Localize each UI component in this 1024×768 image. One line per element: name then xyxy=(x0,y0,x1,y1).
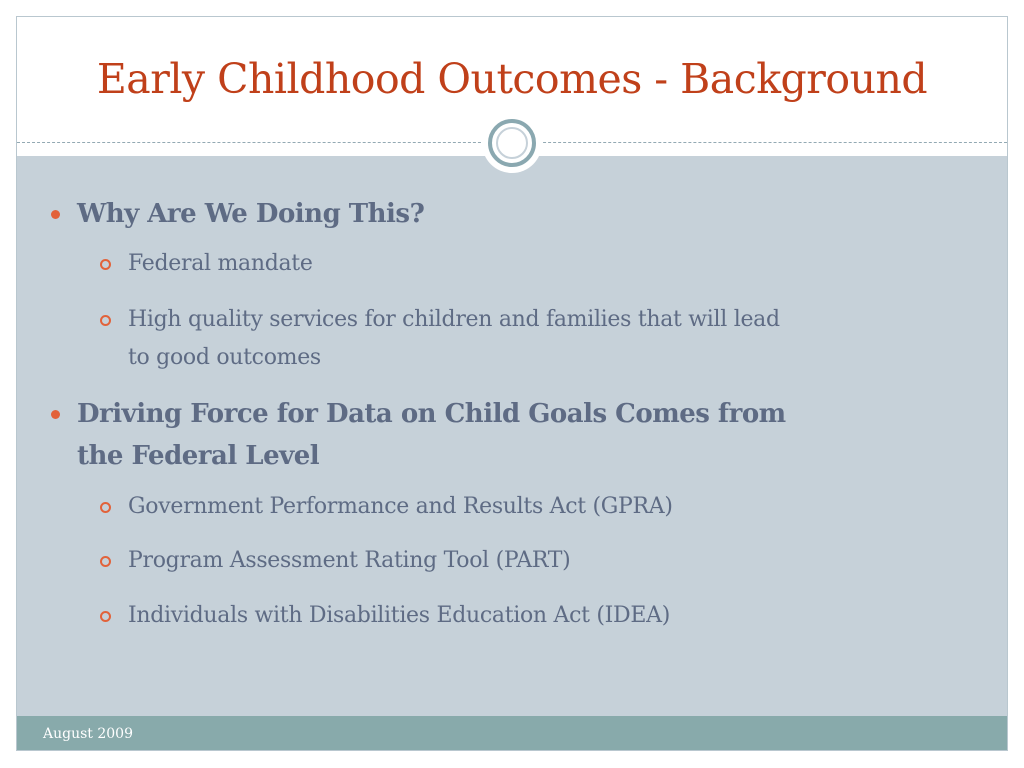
sub-bullet-text: Government Performance and Results Act (GPRA) xyxy=(128,494,673,519)
sub-bullet xyxy=(128,542,968,580)
sub-bullet-ring-icon xyxy=(100,611,111,622)
sub-bullet xyxy=(128,597,968,635)
bullet-text: Driving Force for Data on Child Goals Comes from xyxy=(77,399,786,429)
bullet-dot-icon xyxy=(51,410,60,419)
content-area xyxy=(17,156,1007,716)
sub-bullet-ring-icon xyxy=(100,556,111,567)
sub-bullet xyxy=(128,488,968,526)
slide xyxy=(16,16,1008,751)
divider-ring-icon xyxy=(482,113,542,173)
sub-bullet-continuation xyxy=(128,339,968,377)
sub-bullet-text: Federal mandate xyxy=(128,251,313,276)
ring-inner xyxy=(488,119,536,167)
sub-bullet xyxy=(128,245,968,283)
slide-title: Early Childhood Outcomes - Background xyxy=(96,55,928,103)
sub-bullet-ring-icon xyxy=(100,315,111,326)
sub-bullet-ring-icon xyxy=(100,502,111,513)
bullet-text: Why Are We Doing This? xyxy=(77,199,425,229)
sub-bullet-text: to good outcomes xyxy=(128,345,321,370)
sub-bullet-ring-icon xyxy=(100,259,111,270)
bullet-text: the Federal Level xyxy=(77,441,320,471)
sub-bullet xyxy=(128,301,968,339)
footer-date: August 2009 xyxy=(43,726,133,742)
bullet-dot-icon xyxy=(51,210,60,219)
bullet-level1 xyxy=(77,193,977,235)
bullet-level1 xyxy=(77,393,977,435)
footer-bar xyxy=(17,716,1007,750)
ring-core xyxy=(496,127,528,159)
sub-bullet-text: Program Assessment Rating Tool (PART) xyxy=(128,548,571,573)
bullet-level1-continuation xyxy=(77,435,977,477)
sub-bullet-text: Individuals with Disabilities Education Act (IDEA) xyxy=(128,603,670,628)
sub-bullet-text: High quality services for children and families that will lead xyxy=(128,307,780,332)
bullet-list xyxy=(17,156,1007,716)
